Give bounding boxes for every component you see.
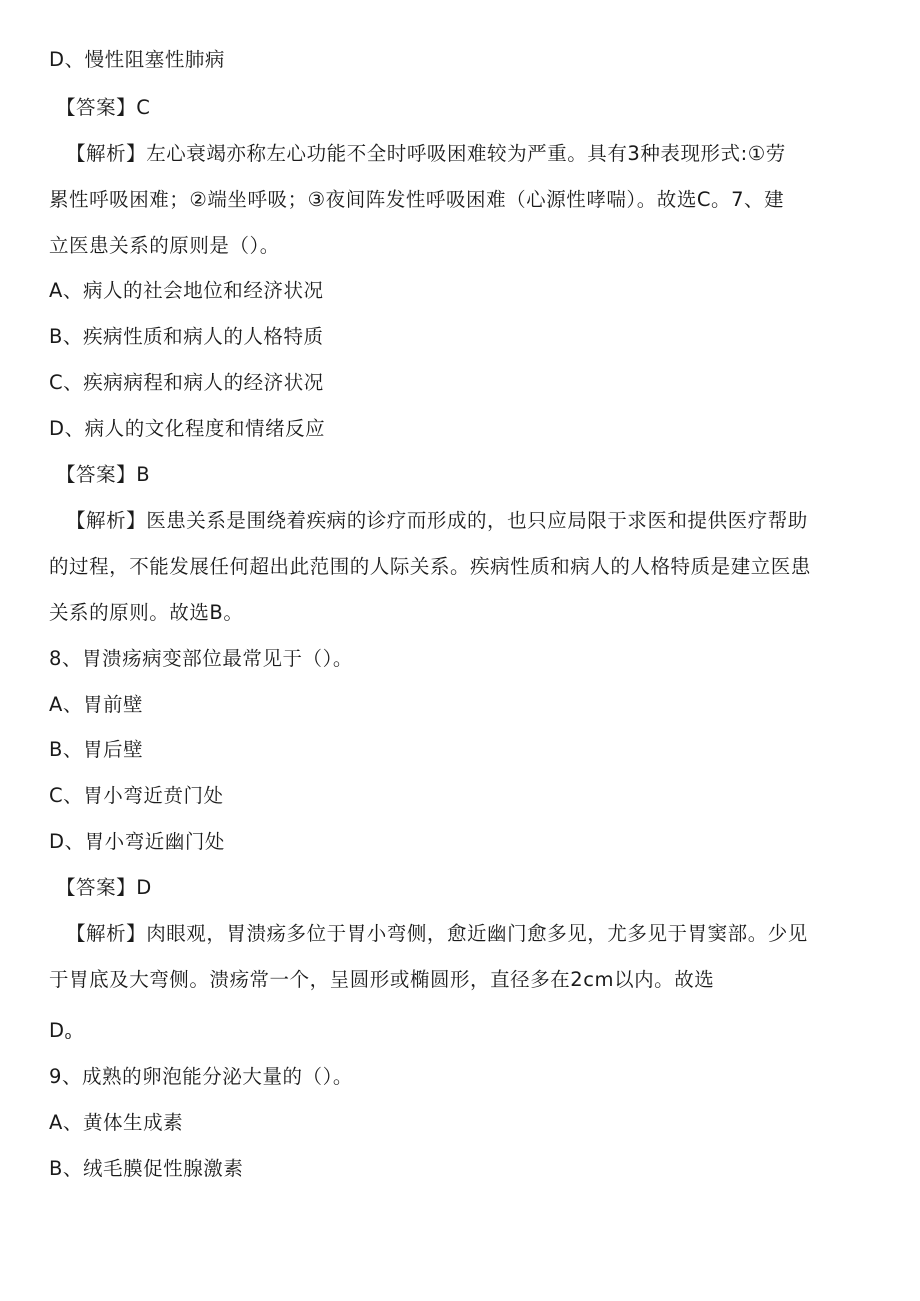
option-a-text: A、胃前壁 (49, 693, 144, 716)
explanation-paragraph-line (49, 1019, 72, 1048)
option-d-text: D、慢性阻塞性肺病 (49, 48, 225, 71)
option-a-text: A、病人的社会地位和经济状况 (49, 279, 324, 302)
explanation-paragraph-line: 的过程，不能发展任何超出此范围的人际关系。疾病性质和病人的人格特质是建立医患 (49, 555, 811, 578)
explanation-paragraph: 【解析】肉眼观，胃溃疡多位于胃小弯侧，愈近幽门愈多见，尤多见于胃窦部。少见 (66, 922, 808, 945)
explanation-paragraph: 【解析】左心衰竭亦称左心功能不全时呼吸困难较为严重。具有3种表现形式:①劳 (66, 142, 786, 165)
subscript-o: o (64, 1029, 72, 1042)
explanation-paragraph-line: 累性呼吸困难；②端坐呼吸；③夜间阵发性呼吸困难（心源性哮喘）。故选C。7、建 (49, 188, 785, 211)
option-a-text: A、黄体生成素 (49, 1111, 184, 1134)
explanation-paragraph-line: 关系的原则。故选B。 (49, 601, 244, 624)
answer-label: 【答案】D (56, 876, 152, 899)
option-c-text: C、胃小弯近贲门处 (49, 784, 224, 807)
question-text: 立医患关系的原则是（）。 (49, 234, 280, 257)
question-text: 9、成熟的卵泡能分泌大量的（）。 (49, 1065, 353, 1088)
option-b-text: B、胃后壁 (49, 738, 144, 761)
option-d-text: D、病人的文化程度和情绪反应 (49, 417, 326, 440)
answer-letter: D (49, 1019, 65, 1042)
explanation-paragraph-line: 于胃底及大弯侧。溃疡常一个，呈圆形或椭圆形，直径多在2cm以内。故选 (49, 968, 715, 991)
question-text: 8、胃溃疡病变部位最常见于（）。 (49, 647, 353, 670)
explanation-paragraph: 【解析】医患关系是围绕着疾病的诊疗而形成的，也只应局限于求医和提供医疗帮助 (66, 509, 808, 532)
answer-label: 【答案】B (56, 463, 151, 486)
option-b-text: B、绒毛膜促性腺激素 (49, 1157, 244, 1180)
answer-label: 【答案】C (56, 96, 151, 119)
option-d-text: D、胃小弯近幽门处 (49, 830, 225, 853)
option-c-text: C、疾病病程和病人的经济状况 (49, 371, 324, 394)
option-b-text: B、疾病性质和病人的人格特质 (49, 325, 324, 348)
